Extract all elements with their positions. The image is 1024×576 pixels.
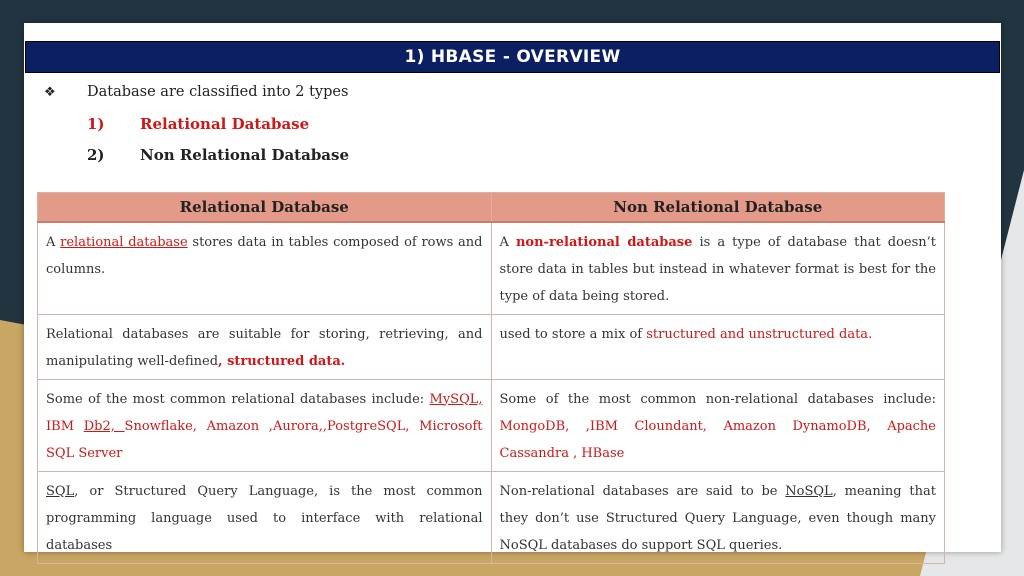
comparison-table: [37, 192, 945, 564]
cell-text: A: [499, 234, 516, 250]
cell-text: , meaning that they don’t use Structured Query Language, even though many NoSQL databases do support SQL queries.: [499, 483, 936, 553]
cell-text: A: [46, 234, 61, 250]
cell-emphasis: Snowflake, Amazon ,Aurora,,PostgreSQL, Microsoft SQL Server: [46, 418, 483, 461]
cell-non-relational-examples: [491, 379, 945, 471]
table-row: [38, 471, 945, 563]
cell-text: Some of the most common relational databases include:: [46, 391, 430, 407]
relational-database-link[interactable]: relational database: [60, 234, 188, 250]
cell-relational-use: [38, 314, 492, 379]
cell-text: used to store a mix of: [499, 326, 647, 342]
cell-text: Non-relational databases are said to be: [499, 483, 786, 499]
cell-relational-definition: [38, 222, 492, 315]
cell-emphasis: non-relational database: [515, 234, 693, 250]
slide: [24, 23, 1001, 552]
list-label: Relational Database: [140, 115, 310, 133]
diamond-bullet-icon: ❖: [44, 85, 56, 100]
cell-text: Some of the most common non-relational databases include:: [499, 391, 936, 407]
cell-relational-examples: [38, 379, 492, 471]
table-row: [38, 314, 945, 379]
db2-link[interactable]: Db2,: [83, 418, 125, 434]
cell-emphasis: , structured data.: [218, 353, 346, 369]
cell-relational-language: [38, 471, 492, 563]
cell-text: Relational databases are suitable for storing, retrieving, and manipulating well-defined: [46, 326, 483, 369]
cell-text: is a type of database that doesn’t store data in tables but instead in whatever format is best for the type of data being stored.: [499, 234, 936, 304]
list-label: Non Relational Database: [140, 146, 350, 164]
table-row: [38, 222, 945, 315]
title-bar: [25, 41, 1000, 73]
sql-link[interactable]: SQL: [46, 483, 75, 499]
cell-emphasis: structured and unstructured data.: [646, 326, 873, 342]
mysql-link[interactable]: MySQL,: [429, 391, 483, 407]
table-header-row: [38, 193, 945, 222]
header-non-relational: Non Relational Database: [491, 193, 945, 222]
list-number: 1): [87, 115, 105, 133]
list-number: 2): [87, 146, 105, 164]
nosql-link[interactable]: NoSQL: [785, 483, 833, 499]
header-relational: Relational Database: [38, 193, 492, 222]
intro-text: Database are classified into 2 types: [87, 84, 349, 100]
table-row: [38, 379, 945, 471]
cell-non-relational-definition: [491, 222, 945, 315]
cell-text: IBM: [46, 418, 84, 434]
cell-non-relational-use: [491, 314, 945, 379]
cell-emphasis: MongoDB, ,IBM Cloundant, Amazon DynamoDB, Apache Cassandra , HBase: [499, 418, 936, 461]
cell-text: stores data in tables composed of rows and columns.: [46, 234, 483, 277]
slide-title: 1) HBASE - OVERVIEW: [404, 47, 621, 67]
cell-text: , or Structured Query Language, is the most common programming language used to interface with relational databases: [46, 483, 483, 553]
cell-non-relational-language: [491, 471, 945, 563]
